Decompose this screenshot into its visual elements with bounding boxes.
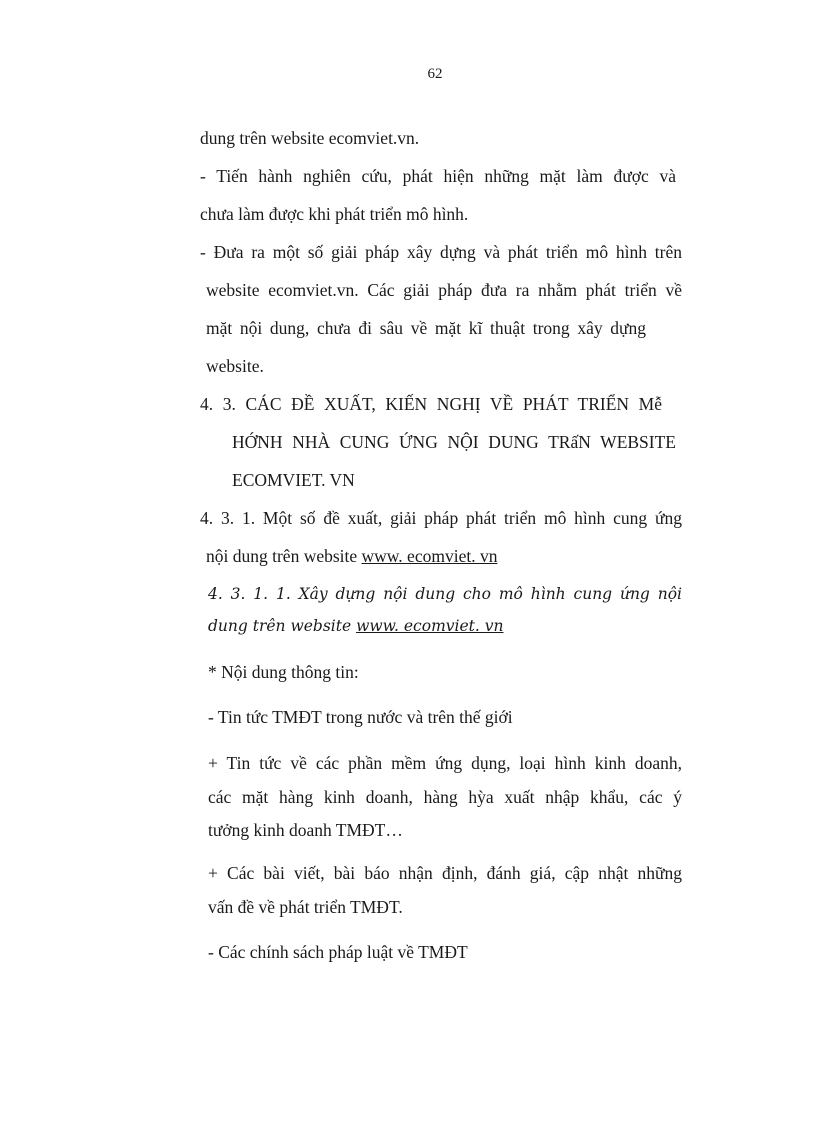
- website-link[interactable]: www. ecomviet. vn: [356, 617, 504, 635]
- subsubsection-heading-cont: [208, 615, 503, 637]
- bullet-item: - Tiến hành nghiên cứu, phát hiện những mặt làm được và: [200, 166, 676, 186]
- text-line: các mặt hàng kinh doanh, hàng hỳa xuất nhập khẩu, các ý: [208, 787, 682, 807]
- website-link[interactable]: www. ecomviet. vn: [361, 546, 498, 566]
- text-line: tưởng kinh doanh TMĐT…: [208, 820, 403, 840]
- bullet-item: - Đưa ra một số giải pháp xây dựng và phát triển mô hình trên: [200, 242, 682, 262]
- text-line: dung trên website ecomviet.vn.: [200, 128, 420, 148]
- subsubsection-heading: 4. 3. 1. 1. Xây dựng nội dung cho mô hình cung ứng nội: [208, 585, 682, 603]
- page-number: 62: [427, 66, 443, 82]
- section-heading: 4. 3. CÁC ĐỀ XUẤT, KIẾN NGHỊ VỀ PHÁT TRIỂN Mễ: [200, 394, 662, 414]
- subsection-heading-cont: [206, 545, 497, 567]
- bullet-item: + Tin tức về các phần mềm ứng dụng, loại hình kinh doanh,: [208, 753, 682, 773]
- text-segment: dung trên website: [208, 617, 357, 635]
- text-segment: nội dung trên website: [206, 546, 362, 566]
- subsection-heading: 4. 3. 1. Một số đề xuất, giải pháp phát triển mô hình cung ứng: [200, 508, 682, 528]
- bullet-item: - Các chính sách pháp luật về TMĐT: [208, 942, 468, 962]
- text-line: website ecomviet.vn. Các giải pháp đưa ra nhằm phát triển về: [206, 280, 682, 300]
- bullet-item: + Các bài viết, bài báo nhận định, đánh giá, cập nhật những: [208, 863, 682, 883]
- text-line: mặt nội dung, chưa đi sâu về mặt kĩ thuật trong xây dựng: [206, 318, 646, 338]
- section-heading-cont: ECOMVIET. VN: [232, 470, 355, 490]
- section-heading-cont: HỚNH NHÀ CUNG ỨNG NỘI DUNG TRấN WEBSITE: [232, 432, 676, 452]
- text-line: website.: [206, 356, 264, 376]
- text-line: chưa làm được khi phát triển mô hình.: [200, 204, 469, 224]
- text-line: * Nội dung thông tin:: [208, 662, 359, 682]
- bullet-item: - Tin tức TMĐT trong nước và trên thế giới: [208, 707, 513, 727]
- text-line: vấn đề về phát triển TMĐT.: [208, 897, 403, 917]
